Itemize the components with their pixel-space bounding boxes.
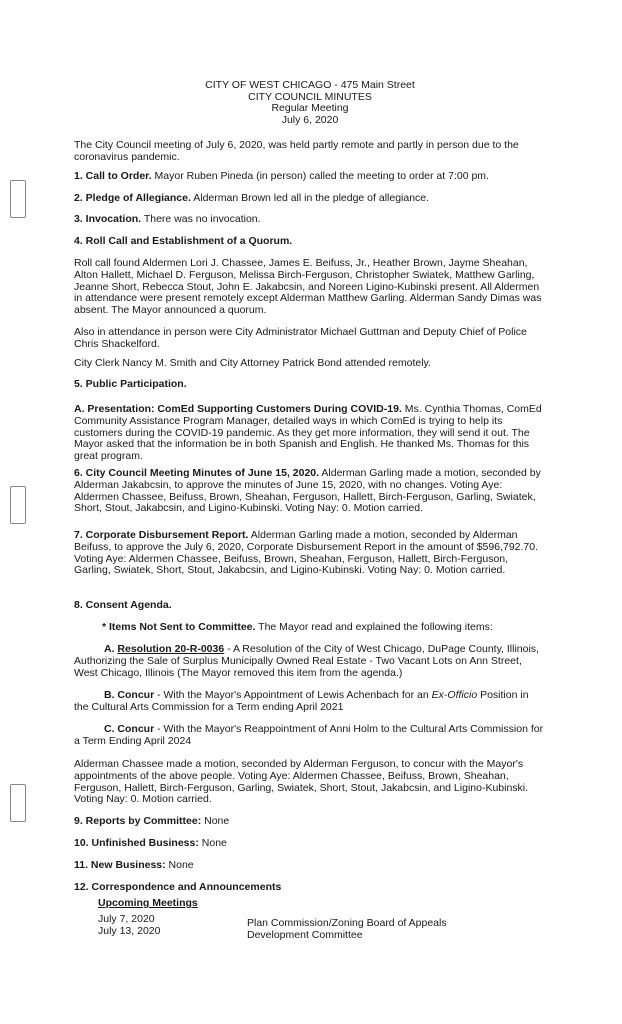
heading-reports: 9. Reports by Committee: xyxy=(74,815,202,827)
header-meeting-type: Regular Meeting xyxy=(271,102,349,114)
text-reports: None xyxy=(201,815,230,827)
consent-item-b xyxy=(74,690,546,714)
text-items-not-sent: The Mayor read and explained the following items: xyxy=(255,621,493,633)
heading-new-business: 11. New Business: xyxy=(74,859,166,871)
consent-item-b-text: - With the Mayor's Appointment of Lewis Achenbach for an xyxy=(154,689,432,701)
item-disbursement xyxy=(74,530,546,577)
text-invocation: There was no invocation. xyxy=(141,213,261,225)
consent-item-a xyxy=(74,644,546,679)
item-call-to-order xyxy=(74,171,546,183)
heading-meeting-minutes: 6. City Council Meeting Minutes of June 15, 2020. xyxy=(74,467,320,479)
item-reports xyxy=(74,816,546,828)
item-pledge xyxy=(74,193,546,205)
roll-call-paragraph: Roll call found Aldermen Lori J. Chassee, James E. Beifuss, Jr., Heather Brown, Jayme Sheahan, Alton Hallett, Michael D. Ferguson, Melissa Birch-Ferguson, Christopher Swiatek, Matthew Garling, Jeanne Short, Rebecca Stout, John E. Jakabcsin, and Noreen Ligino-Kubinski present. All Aldermen in attendance were present remotely except Alderman Matthew Garling. Alderman Sandy Dimas was absent. The Mayor announced a quorum. xyxy=(74,257,542,317)
consent-item-a-text: - A Resolution of the City of West Chicago, DuPage County, Illinois, Authorizing the Sale of Surplus Municipally Owned Real Estate - Two Vacant Lots on Ann Street, West Chicago, Illinois (The Mayor removed this item from the agenda.) xyxy=(74,643,539,679)
resolution-link[interactable]: Resolution 20-R-0036 xyxy=(117,643,225,655)
text-call-to-order: Mayor Ruben Pineda (in person) called the meeting to order at 7:00 pm. xyxy=(151,170,489,182)
header-minutes-title: CITY COUNCIL MINUTES xyxy=(248,90,372,103)
consent-item-c-text: - With the Mayor's Reappointment of Anni Holm to the Cultural Arts Commission for a Term Ending April 2024 xyxy=(74,723,544,747)
item-invocation xyxy=(74,214,546,226)
upcoming-meetings-heading: Upcoming Meetings xyxy=(98,897,198,909)
text-meeting-minutes: Alderman Garling made a motion, seconded by Alderman Jakabcsin, to approve the minutes of June 15, 2020, with no changes. Voting Aye: Aldermen Chassee, Beifuss, Brown, Sheahan, Ferguson, Hallett, Birch-Ferguson, Garling, Swiatek, Short, Stout, Jakabcsin, and Ligino-Kubinski. Voting Nay: 0. Motion carried. xyxy=(74,467,541,515)
heading-invocation: 3. Invocation. xyxy=(74,213,142,225)
consent-motion-paragraph: Alderman Chassee made a motion, seconded by Alderman Ferguson, to concur with the Mayor's appointments of the above people. Voting Aye: Aldermen Chassee, Beifuss, Brown, Sheahan, Ferguson, Hallett, Birch-Ferguson, Garling, Swiatek, Short, Stout, Jakabcsin, and Ligino-Kubinski. Voting Nay: 0. Motion carried. xyxy=(74,758,529,806)
text-disbursement: Alderman Garling made a motion, seconded by Alderman Beifuss, to approve the July 6, 2020, Corporate Disbursement Report in the amount of $596,792.70. Voting Aye: Aldermen Chassee, Beifuss, Brown, Sheahan, Ferguson, Hallett, Birch-Ferguson, Garling, Swiatek, Short, Stout, Jakabcsin, and Ligino-Kubinski. Voting Nay: 0. Motion carried. xyxy=(74,529,539,577)
consent-item-a-label: A. xyxy=(104,643,115,655)
text-pledge: Alderman Brown led all in the pledge of allegiance. xyxy=(190,192,430,204)
header-city-address: CITY OF WEST CHICAGO - 475 Main Street xyxy=(205,79,415,91)
item-meeting-minutes xyxy=(74,468,546,515)
heading-presentation: A. Presentation: ComEd Supporting Customers During COVID-19. xyxy=(74,403,402,415)
meeting-date-1: July 7, 2020 xyxy=(98,913,155,925)
consent-item-b-text-end: Position in the Cultural Arts Commission for a Term ending April 2021 xyxy=(74,689,529,713)
heading-roll-call: 4. Roll Call and Establishment of a Quorum. xyxy=(74,235,293,247)
heading-correspondence: 12. Correspondence and Announcements xyxy=(74,881,282,893)
heading-pledge: 2. Pledge of Allegiance. xyxy=(74,192,191,204)
punch-hole-bottom xyxy=(10,784,26,822)
heading-items-not-sent: * Items Not Sent to Committee. xyxy=(102,621,256,633)
heading-disbursement: 7. Corporate Disbursement Report. xyxy=(74,529,249,541)
text-presentation: Ms. Cynthia Thomas, ComEd Community Assistance Program Manager, detailed ways in which ComEd is trying to help its customers during the COVID-19 pandemic. As they get more information, they will send it out. The Mayor asked that the information be in both Spanish and English. He thanked Ms. Thomas for this great program. xyxy=(74,403,542,463)
text-new-business: None xyxy=(165,859,194,871)
consent-item-b-head: B. Concur xyxy=(104,689,155,701)
meeting-name-1: Plan Commission/Zoning Board of Appeals xyxy=(247,917,447,929)
item-new-business xyxy=(74,860,546,872)
attendance-in-person-paragraph: Also in attendance in person were City Administrator Michael Guttman and Deputy Chief of Police Chris Shackelford. xyxy=(74,326,527,350)
ex-officio-term: Ex-Officio xyxy=(431,689,478,701)
consent-item-c xyxy=(74,724,546,748)
heading-unfinished: 10. Unfinished Business: xyxy=(74,837,199,849)
meeting-name-2: Development Committee xyxy=(247,929,363,941)
heading-public-participation: 5. Public Participation. xyxy=(74,378,187,390)
presentation-paragraph xyxy=(74,404,546,463)
text-unfinished: None xyxy=(198,837,227,849)
document-header xyxy=(150,80,470,126)
intro-paragraph: The City Council meeting of July 6, 2020, was held partly remote and partly in person due to the coronavirus pandemic. xyxy=(74,139,519,163)
heading-consent-agenda: 8. Consent Agenda. xyxy=(74,599,172,611)
heading-call-to-order: 1. Call to Order. xyxy=(74,170,152,182)
meeting-date-2: July 13, 2020 xyxy=(98,925,161,937)
punch-hole-top xyxy=(10,180,26,218)
attendance-remote-paragraph: City Clerk Nancy M. Smith and City Attorney Patrick Bond attended remotely. xyxy=(74,357,431,369)
header-meeting-date: July 6, 2020 xyxy=(281,113,339,126)
punch-hole-middle xyxy=(10,486,26,524)
consent-item-c-head: C. Concur xyxy=(104,723,155,735)
item-unfinished xyxy=(74,838,546,850)
items-not-sent-line xyxy=(102,622,546,634)
